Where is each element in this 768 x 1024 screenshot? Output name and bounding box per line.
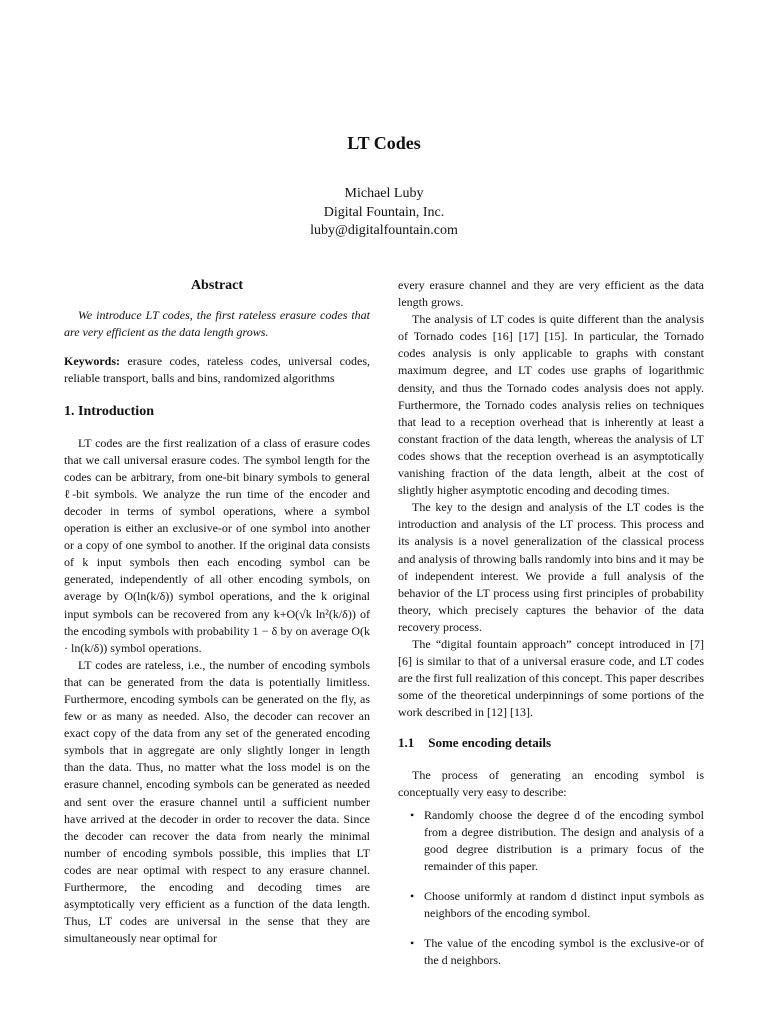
intro-paragraph-2-continued: every erasure channel and they are very efficient as the data length grows.: [398, 278, 704, 310]
section-heading-1-1: [398, 734, 704, 751]
section-number: 1.1: [398, 735, 415, 751]
bullet-icon: •: [410, 889, 415, 904]
encoding-steps-list: [398, 807, 704, 970]
list-item: • The value of the encoding symbol is the exclusive-or of the d neighbors.: [410, 936, 704, 968]
section-title: Some encoding details: [428, 735, 552, 751]
left-column: [64, 277, 370, 947]
bullet-icon: •: [410, 807, 415, 822]
intro-paragraph-1: LT codes are the first realization of a class of erasure codes that we call universal erasure codes. The symbol length for the codes can be arbitrary, from one-bit binary symbols to general ℓ-bit symbols. We analyze the run time of the encoder and decoder in terms of symbol operations, where a symbol operation is either an exclusive-or of one symbol into another or a copy of one symbol to another. If the original data consists of k input symbols then each encoding symbol can be generated, independently of all other encoding symbols, on average by O(ln(k/δ)) symbol operations, and the k original input symbols can be recovered from any k+O(√k ln²(k/δ)) of the encoding symbols with probability 1 − δ by on average O(k · ln(k/δ)) symbol operations.: [64, 435, 370, 655]
keywords: [64, 353, 370, 387]
paper-title: LT Codes: [347, 133, 421, 153]
author-block: [0, 185, 768, 241]
keywords-list: erasure codes, rateless codes, universal codes, reliable transport, balls and bins, randomized algorithms: [64, 354, 371, 386]
author-affiliation: Digital Fountain, Inc.: [323, 204, 445, 220]
section-heading-introduction: 1. Introduction: [64, 404, 154, 420]
intro-paragraph-5: The “digital fountain approach” concept introduced in [7] [6] is similar to that of a universal erasure code, and LT codes are the first full realization of this concept. This paper describes some of the theoretical underpinnings of some portions of the work described in [12] [13].: [398, 636, 704, 720]
intro-paragraph-4: The key to the design and analysis of the LT codes is the introduction and analysis of the LT process. This process and its analysis is a novel generalization of the classical process and analysis of throwing balls randomly into bins and it may be of independent interest. We provide a full analysis of the behavior of the LT process using first principles of probability theory, which precisely captures the behavior of the data recovery process.: [398, 500, 704, 634]
abstract-text: We introduce LT codes, the first rateless erasure codes that are very efficient as the data length grows.: [64, 308, 370, 340]
right-column: [398, 277, 704, 982]
author-email: luby@digitalfountain.com: [310, 223, 458, 238]
intro-paragraph-3: The analysis of LT codes is quite different than the analysis of Tornado codes [16] [17] [15]. In particular, the Tornado codes analysis is only applicable to graphs with constant maximum degree, and LT codes use graphs of logarithmic density, and thus the Tornado codes analysis does not apply. Furthermore, the Tornado codes analysis relies on techniques that lead to a reception overhead that is inherently at least a constant fraction of the data length, whereas the analysis of LT codes shows that the reception overhead is an asymptotically vanishing fraction of the data length, albeit at the cost of slightly higher asymptotic encoding and decoding times.: [398, 312, 704, 498]
bullet-icon: •: [410, 936, 415, 951]
intro-paragraph-2: LT codes are rateless, i.e., the number of encoding symbols that can be generated from the data is potentially limitless. Furthermore, encoding symbols can be generated on the fly, as few or as many as needed. Also, the decoder can recover an exact copy of the data from any set of the generated encoding symbols that in aggregate are only slightly longer in length than the data. Thus, no matter what the loss model is on the erasure channel, encoding symbols can be generated as needed and sent over the erasure channel until a sufficient number have arrived at the decoder in order to recover the data. Since the decoder can recover the data from nearly the minimal number of encoding symbols possible, this implies that LT codes are near optimal with respect to any erasure channel. Furthermore, the encoding and decoding times are asymptotically very efficient as a function of the data length. Thus, LT codes are universal in the sense that they are simultaneously near optimal for: [64, 657, 370, 946]
list-item: • Choose uniformly at random d distinct input symbols as neighbors of the encoding symbol.: [410, 889, 704, 921]
abstract-heading: Abstract: [190, 278, 244, 293]
author-name: Michael Luby: [344, 186, 424, 201]
list-item: • Randomly choose the degree d of the encoding symbol from a degree distribution. The design and analysis of a good degree distribution is a primary focus of the remainder of this paper.: [410, 807, 704, 873]
keywords-label: Keywords:: [64, 354, 120, 369]
encoding-lead-paragraph: The process of generating an encoding symbol is conceptually very easy to describe:: [398, 767, 704, 799]
